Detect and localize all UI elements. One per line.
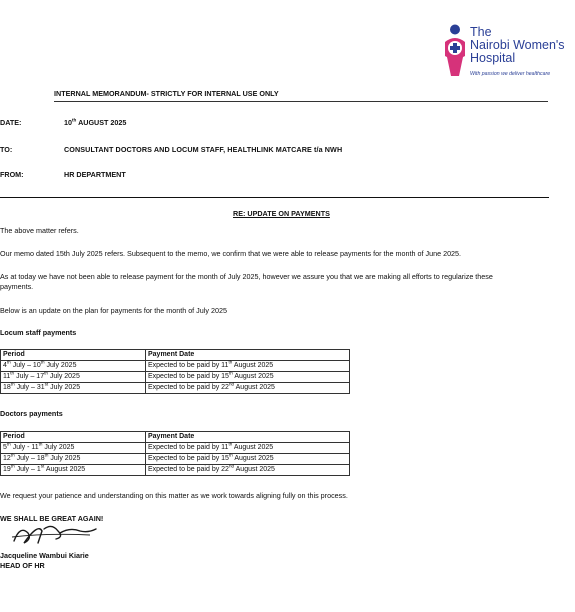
paragraph-plan: Below is an update on the plan for payments for the month of July 2025 [0,306,227,315]
table-header-row [1,432,350,443]
payment-date-cell: Expected to be paid by 22nd August 2025 [146,383,350,394]
period-cell: 11th July – 17th July 2025 [1,372,146,383]
memo-title: INTERNAL MEMORANDUM- STRICTLY FOR INTERNAL USE ONLY [54,89,279,98]
subject-line: RE: UPDATE ON PAYMENTS [233,209,330,218]
from-value: HR DEPARTMENT [64,170,126,179]
doctors-heading: Doctors payments [0,409,63,418]
signature-icon [8,519,100,549]
payment-date-cell: Expected to be paid by 11th August 2025 [146,361,350,372]
column-header-payment-date: Payment Date [146,350,350,361]
period-cell: 5th July - 11th July 2025 [1,443,146,454]
paragraph-intro: The above matter refers. [0,226,79,235]
title-divider [54,101,548,102]
hospital-cross-icon [441,24,469,82]
table-row [1,361,350,372]
payment-date-cell: Expected to be paid by 15th August 2025 [146,454,350,465]
locum-heading: Locum staff payments [0,328,77,337]
logo-tagline: With passion we deliver healthcare [470,71,551,77]
period-cell: 18th July – 31st July 2025 [1,383,146,394]
column-header-period: Period [1,350,146,361]
table-row [1,372,350,383]
table-row [1,383,350,394]
to-label: TO: [0,145,13,154]
slogan: WE SHALL BE GREAT AGAIN! [0,514,104,523]
signatory-name: Jacqueline Wambui Kiarie [0,551,89,560]
doctors-payments-table [0,431,350,476]
locum-payments-table [0,349,350,394]
hospital-logo [441,24,571,84]
to-value: CONSULTANT DOCTORS AND LOCUM STAFF, HEALTHLINK MATCARE t/a NWH [64,145,343,154]
table-row [1,443,350,454]
hospital-name: The Nairobi Women's Hospital [470,25,565,65]
date-value: 10th AUGUST 2025 [64,117,127,127]
paragraph-july-status-line2: payments. [0,282,34,291]
period-cell: 19th July – 1st August 2025 [1,465,146,476]
from-label: FROM: [0,170,24,179]
period-cell: 4th July – 10th July 2025 [1,361,146,372]
header-divider [0,197,549,198]
column-header-period: Period [1,432,146,443]
payment-date-cell: Expected to be paid by 22nd August 2025 [146,465,350,476]
table-header-row [1,350,350,361]
paragraph-july-status-line1: As at today we have not been able to release payment for the month of July 2025, however we assure you that we are making all efforts to regularize these [0,272,493,281]
period-cell: 12th July – 18th July 2025 [1,454,146,465]
table-row [1,454,350,465]
payment-date-cell: Expected to be paid by 11th August 2025 [146,443,350,454]
signatory-title: HEAD OF HR [0,561,45,570]
column-header-payment-date: Payment Date [146,432,350,443]
payment-date-cell: Expected to be paid by 15th August 2025 [146,372,350,383]
paragraph-previous-memo: Our memo dated 15th July 2025 refers. Subsequent to the memo, we confirm that we were able to release payments for the month of June 2025. [0,249,462,258]
date-label: DATE: [0,118,22,127]
closing-paragraph: We request your patience and understanding on this matter as we work towards aligning fully on this process. [0,491,348,500]
table-row [1,465,350,476]
